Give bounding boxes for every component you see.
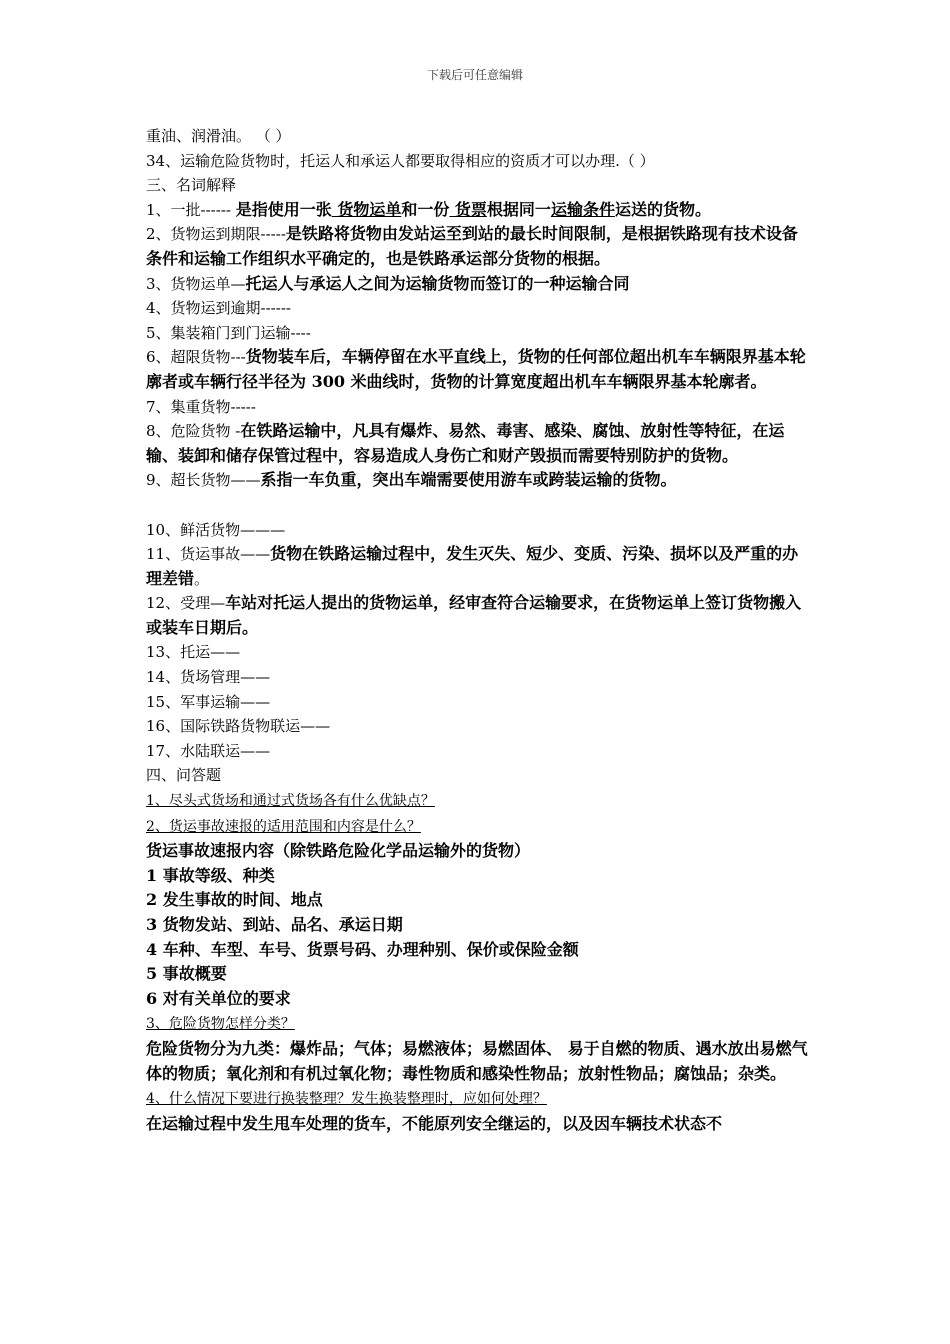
answer-2-title: 货运事故速报内容（除铁路危险化学品运输外的货物） [146,841,531,861]
text-line: 34、运输危险货物时，托运人和承运人都要取得相应的资质才可以办理.（ ） [146,151,655,170]
definition-10: 10、鲜活货物——— [146,520,286,539]
answer-2-item: 3 货物发站、到站、品名、承运日期 [146,915,403,934]
answer-2-item: 2 发生事故的时间、地点 [146,890,323,910]
page-header: 下载后可任意编辑 [426,68,523,82]
definition-1: 1、一批------ 是指使用一张 货物运单和一份 货票根据同一运输条件运送的货物。 [146,199,711,219]
definition-11: 11、货运事故——货物在铁路运输过程中，发生灭失、短少、变质、污染、损坏以及严重的办理差错。 [146,544,799,588]
question-1: 1、尽头式货场和通过式货场各有什么优缺点？ [146,793,435,810]
definition-8: 8、危险货物 -在铁路运输中，凡具有爆炸、易然、毒害、感染、腐蚀、放射性等特征，在运输、装卸和储存保管过程中，容易造成人身伤亡和财产毁损而需要特别防护的货物。 [146,421,785,465]
question-4: 4、什么情况下要进行换装整理？发生换装整理时，应如何处理？ [146,1091,547,1108]
definition-5: 5、集装箱门到门运输---- [146,323,311,342]
definition-12: 12、受理—车站对托运人提出的货物运单，经审查符合运输要求，在货物运单上签订货物搬入或装车日期后。 [146,593,802,637]
document-body [146,124,808,1136]
text-line: 重油、润滑油。 （ ） [146,127,291,145]
question-3: 3、危险货物怎样分类？ [146,1016,295,1033]
blank-line [146,493,808,518]
answer-2-item: 4 车种、车型、车号、货票号码、办理种别、保价或保险金额 [146,939,579,959]
definition-6: 6、超限货物---货物装车后，车辆停留在水平直线上，货物的任何部位超出机车车辆限界基本轮廓者或车辆行径半径为 300 米曲线时，货物的计算宽度超出机车车辆限界基本轮廓者。 [146,347,806,391]
definition-13: 13、托运—— [146,643,241,662]
answer-3: 危险货物分为九类：爆炸品；气体；易燃液体；易燃固体、 易于自燃的物质、遇水放出易燃气体的物质；氧化剂和有机过氧化物；毒性物质和感染性物品；放射性物品；腐蚀品；杂类。 [146,1038,808,1083]
definition-2: 2、货物运到期限-----是铁路将货物由发站运至到站的最长时间限制，是根据铁路现有技术设备条件和运输工作组织水平确定的，也是铁路承运部分货物的根据。 [146,224,798,268]
definition-16: 16、国际铁路货物联运—— [146,717,331,736]
question-2: 2、货运事故速报的适用范围和内容是什么？ [146,818,421,835]
definition-14: 14、货场管理—— [146,668,271,687]
section-heading: 四、问答题 [146,766,222,785]
definition-4: 4、货物运到逾期------ [146,299,291,318]
answer-4: 在运输过程中发生甩车处理的货车，不能原列安全继运的，以及因车辆技术状态不 [146,1113,723,1133]
answer-2-item: 6 对有关单位的要求 [146,988,291,1008]
definition-7: 7、集重货物----- [146,397,256,416]
definition-15: 15、军事运输—— [146,692,271,711]
definition-9: 9、超长货物——系指一车负重，突出车端需要使用游车或跨装运输的货物。 [146,470,677,490]
definition-3: 3、货物运单—托运人与承运人之间为运输货物而签订的一种运输合同 [146,273,630,293]
definition-17: 17、水陆联运—— [146,741,271,760]
answer-2-item: 1 事故等级、种类 [146,865,275,885]
answer-2-item: 5 事故概要 [146,964,227,984]
section-heading: 三、名词解释 [146,176,237,195]
